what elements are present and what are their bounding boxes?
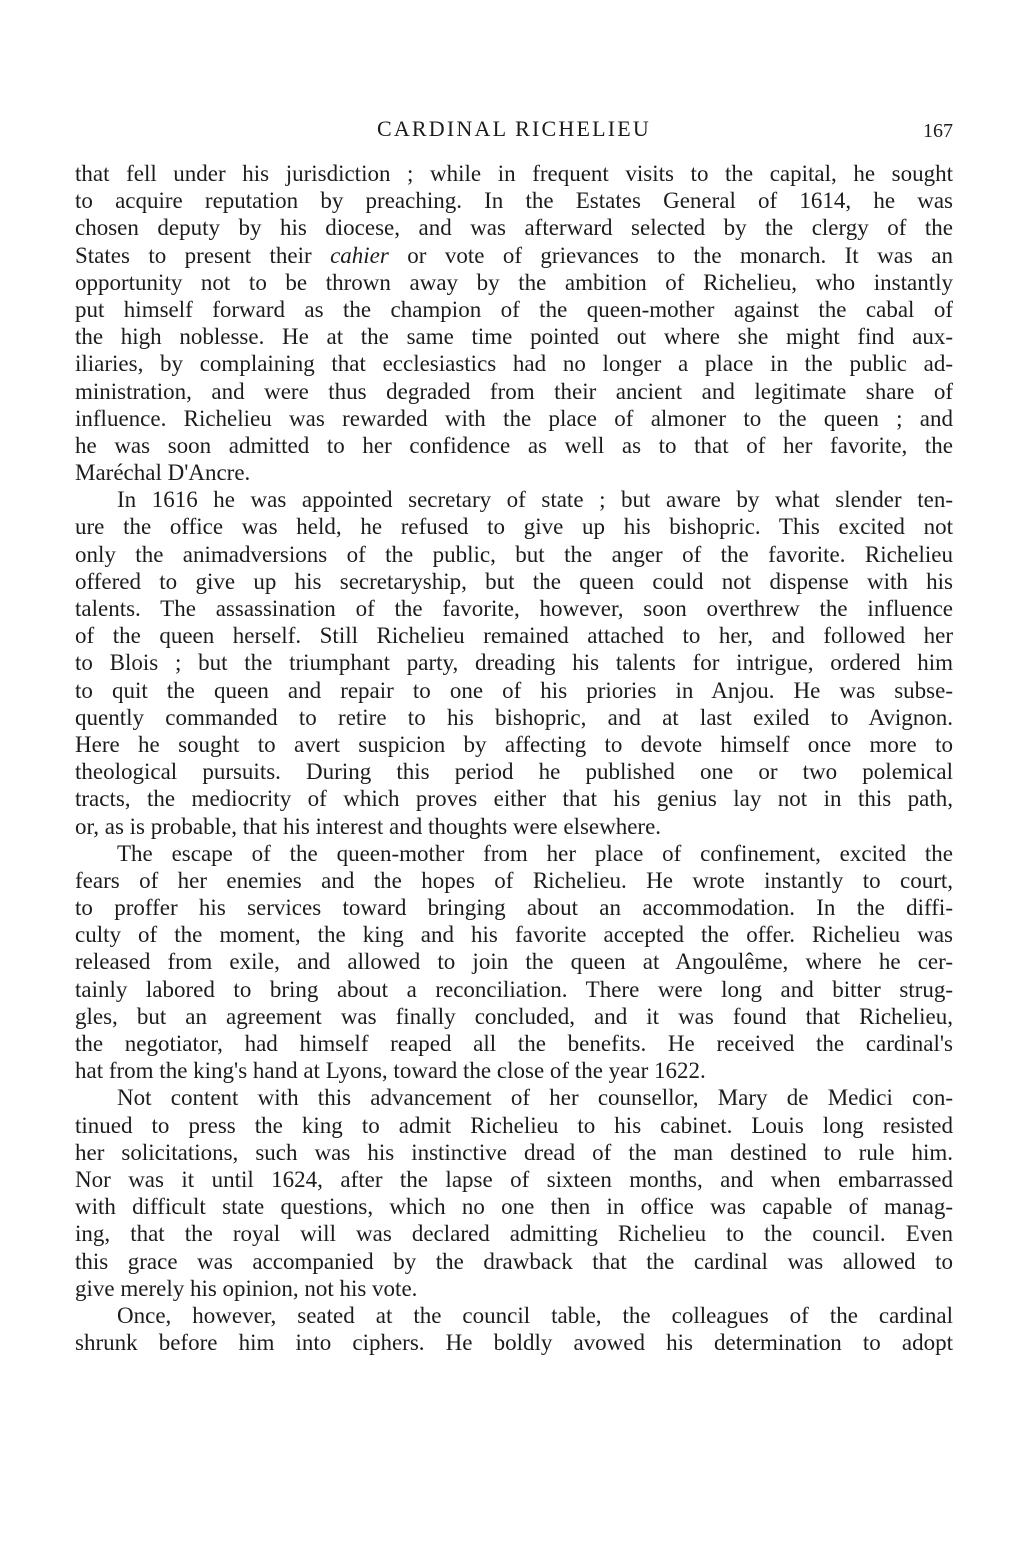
text-line: Here he sought to avert suspicion by affecting to devote himself once more to bbox=[75, 731, 953, 757]
text-line: to Blois ; but the triumphant party, dreading his talents for intrigue, ordered him bbox=[75, 650, 953, 676]
text-line: to quit the queen and repair to one of his priories in Anjou. He was subse- bbox=[75, 677, 953, 703]
text-line: give merely his opinion, not his vote. bbox=[75, 1275, 418, 1301]
text-line: of the queen herself. Still Richelieu remained attached to her, and followed her bbox=[75, 623, 953, 649]
text-line: Maréchal D'Ancre. bbox=[75, 460, 251, 486]
italic-term: cahier bbox=[330, 242, 389, 268]
text-line: the negotiator, had himself reaped all the benefits. He received the cardinal's bbox=[75, 1031, 953, 1056]
text-line: opportunity not to be thrown away by the ambition of Richelieu, who instantly bbox=[75, 269, 953, 295]
text-line-end: or vote of grievances to the monarch. It was an bbox=[388, 242, 953, 268]
paragraph-start-line: Once, however, seated at the council table, the colleagues of the cardinal bbox=[117, 1302, 953, 1328]
text-line: tracts, the mediocrity of which proves either that his genius lay not in this path, bbox=[75, 786, 953, 812]
text-line: offered to give up his secretaryship, but the queen could not dispense with his bbox=[75, 568, 953, 594]
text-line: shrunk before him into ciphers. He boldly avowed his determination to adopt bbox=[75, 1330, 953, 1356]
paragraph-start-line: In 1616 he was appointed secretary of state ; but aware by what slender ten- bbox=[117, 487, 953, 513]
running-head bbox=[75, 113, 953, 145]
text-line: the high noblesse. He at the same time pointed out where she might find aux- bbox=[75, 324, 953, 350]
text-line: to proffer his services toward bringing about an accommodation. In the diffi- bbox=[75, 895, 953, 921]
text-line: ministration, and were thus degraded from their ancient and legitimate share of bbox=[75, 378, 953, 404]
text-line: to acquire reputation by preaching. In the Estates General of 1614, he was bbox=[75, 188, 953, 214]
text-line: tainly labored to bring about a reconciliation. There were long and bitter strug- bbox=[75, 976, 953, 1002]
paragraph-start-line: The escape of the queen-mother from her place of confinement, excited the bbox=[117, 840, 953, 866]
text-line: put himself forward as the champion of the queen-mother against the cabal of bbox=[75, 296, 953, 322]
text-line: tinued to press the king to admit Richelieu to his cabinet. Louis long resisted bbox=[75, 1112, 953, 1138]
text-line: with difficult state questions, which no one then in office was capable of manag- bbox=[75, 1194, 953, 1220]
text-line: ing, that the royal will was declared admitting Richelieu to the council. Even bbox=[75, 1221, 953, 1247]
text-line: hat from the king's hand at Lyons, toward the close of the year 1622. bbox=[75, 1058, 706, 1084]
text-line-start: States to present their bbox=[75, 242, 331, 268]
text-line: quently commanded to retire to his bishopric, and at last exiled to Avignon. bbox=[75, 704, 953, 730]
text-line: Nor was it until 1624, after the lapse of sixteen months, and when embarrassed bbox=[75, 1166, 953, 1192]
text-line: this grace was accompanied by the drawback that the cardinal was allowed to bbox=[75, 1248, 953, 1274]
text-line: that fell under his jurisdiction ; while in frequent visits to the capital, he sought bbox=[75, 161, 953, 186]
text-line: theological pursuits. During this period he published one or two polemical bbox=[75, 759, 953, 785]
running-title: CARDINAL RICHELIEU bbox=[376, 116, 652, 141]
page-number: 167 bbox=[923, 120, 953, 142]
body-text bbox=[75, 160, 953, 1356]
text-line: iliaries, by complaining that ecclesiastics had no longer a place in the public ad- bbox=[75, 351, 953, 377]
text-line: influence. Richelieu was rewarded with the place of almoner to the queen ; and bbox=[75, 405, 953, 431]
text-line: culty of the moment, the king and his favorite accepted the offer. Richelieu was bbox=[75, 922, 953, 948]
text-line: only the animadversions of the public, but the anger of the favorite. Richelieu bbox=[75, 541, 953, 567]
text-line: ure the office was held, he refused to give up his bishopric. This excited not bbox=[75, 514, 953, 540]
text-line: fears of her enemies and the hopes of Richelieu. He wrote instantly to court, bbox=[75, 867, 953, 893]
text-line: her solicitations, such was his instinctive dread of the man destined to rule him. bbox=[75, 1139, 953, 1165]
paragraph-start-line: Not content with this advancement of her counsellor, Mary de Medici con- bbox=[117, 1085, 953, 1111]
text-line: gles, but an agreement was finally concluded, and it was found that Richelieu, bbox=[75, 1003, 953, 1029]
text-line: released from exile, and allowed to join the queen at Angoulême, where he cer- bbox=[75, 949, 953, 975]
text-line: chosen deputy by his diocese, and was afterward selected by the clergy of the bbox=[75, 215, 953, 241]
text-line bbox=[75, 242, 953, 269]
text-line: talents. The assassination of the favorite, however, soon overthrew the influence bbox=[75, 596, 953, 621]
text-line: or, as is probable, that his interest and thoughts were elsewhere. bbox=[75, 813, 662, 839]
text-line: he was soon admitted to her confidence as well as to that of her favorite, the bbox=[75, 432, 953, 458]
